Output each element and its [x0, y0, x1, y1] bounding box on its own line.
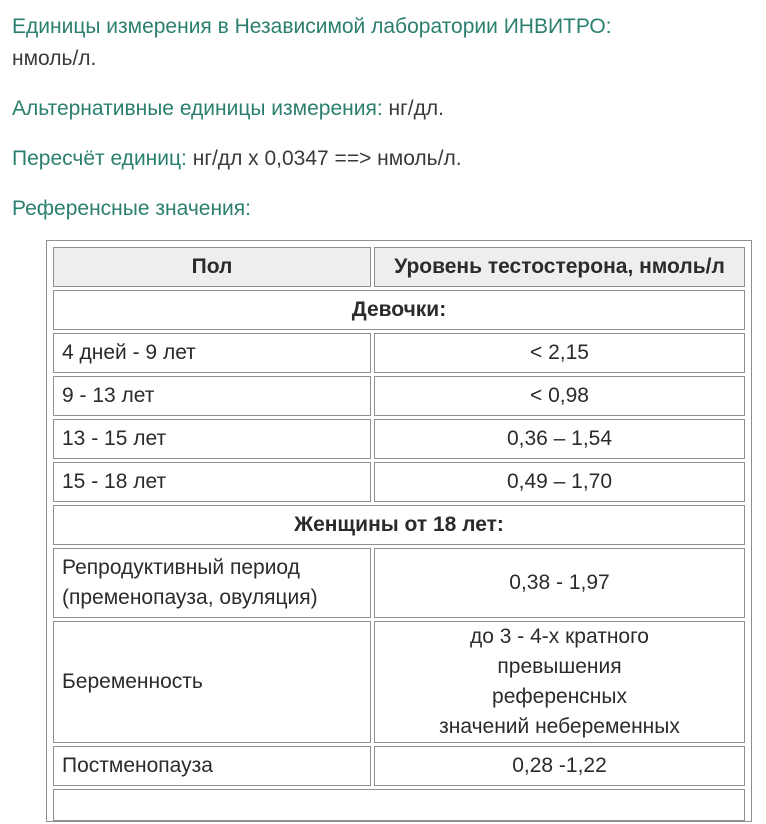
group-title: Женщины от 18 лет: [53, 505, 745, 545]
reference-line [12, 196, 251, 222]
table-row [53, 621, 745, 743]
units-line [12, 14, 612, 40]
header-level: Уровень тестостерона, нмоль/л [374, 247, 745, 287]
row-label [53, 548, 371, 618]
table-row [53, 376, 745, 416]
alt-units-value: нг/дл. [388, 97, 444, 120]
reference-label: Референсные значения: [12, 197, 251, 220]
row-value-line: превышения [497, 655, 622, 678]
table-row [53, 746, 745, 786]
row-label: Постменопауза [53, 746, 371, 786]
row-cell-partial [53, 789, 745, 821]
row-value: 0,36 – 1,54 [374, 419, 745, 459]
units-value: нмоль/л. [12, 47, 97, 70]
units-label: Единицы измерения в Независимой лаборатории ИНВИТРО: [12, 15, 612, 38]
row-value: < 2,15 [374, 333, 745, 373]
row-value: 0,49 – 1,70 [374, 462, 745, 502]
row-value: < 0,98 [374, 376, 745, 416]
row-label: Беременность [53, 621, 371, 743]
row-value [374, 621, 745, 743]
conversion-value: нг/дл х 0,0347 ==> нмоль/л. [192, 147, 462, 170]
table-row-partial [53, 789, 745, 821]
units-value-line [12, 46, 96, 72]
table-row [53, 462, 745, 502]
alt-units-label: Альтернативные единицы измерения: [12, 97, 383, 120]
conversion-label: Пересчёт единиц: [12, 147, 187, 170]
row-label: 13 - 15 лет [53, 419, 371, 459]
reference-table-frame [46, 240, 752, 822]
row-value: 0,38 - 1,97 [374, 548, 745, 618]
conversion-line [12, 146, 462, 172]
row-value-line: референсных [492, 685, 627, 708]
row-label-line: Репродуктивный период [62, 556, 300, 579]
group-title: Девочки: [53, 290, 745, 330]
header-sex: Пол [53, 247, 371, 287]
row-label: 4 дней - 9 лет [53, 333, 371, 373]
group-row-girls [53, 290, 745, 330]
row-value-line: до 3 - 4-х кратного [470, 625, 649, 648]
reference-table [50, 244, 748, 824]
table-row [53, 333, 745, 373]
alt-units-line [12, 96, 444, 122]
row-value: 0,28 -1,22 [374, 746, 745, 786]
row-label: 9 - 13 лет [53, 376, 371, 416]
table-header-row [53, 247, 745, 287]
group-row-women [53, 505, 745, 545]
table-row [53, 419, 745, 459]
row-label: 15 - 18 лет [53, 462, 371, 502]
row-label-line: (пременопауза, овуляция) [62, 586, 318, 609]
table-row [53, 548, 745, 618]
row-value-line: значений небеременных [439, 715, 680, 738]
